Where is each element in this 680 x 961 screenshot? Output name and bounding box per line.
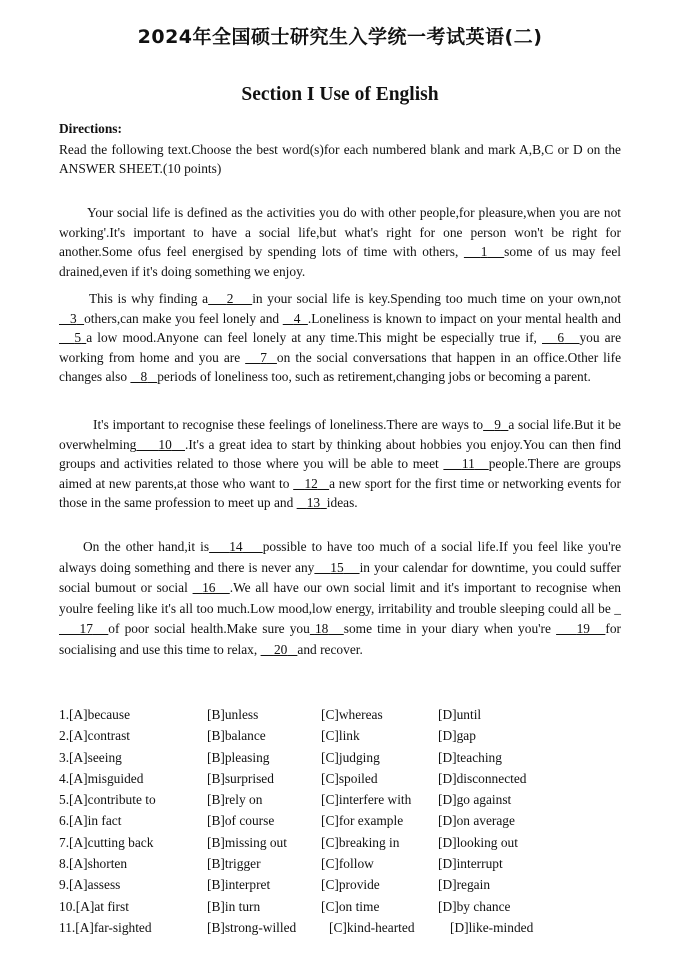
option-choice: [B]interpret: [207, 877, 271, 893]
blank-18: [310, 621, 344, 636]
passage-paragraph-1: [59, 203, 621, 281]
passage-text: .We all have our own social limit and it's important to recognise when youlre feeling like it's all too much.Low mood,low energy, irritability and trouble sleeping could all be _: [59, 580, 621, 616]
option-row-7: [59, 835, 659, 856]
option-choice: [B]trigger: [207, 856, 261, 872]
blank-3: [59, 311, 84, 326]
blank-9: [483, 417, 508, 432]
option-choice: [C]provide: [321, 877, 380, 893]
blank-2: [208, 291, 252, 306]
blank-number: 4: [293, 310, 301, 326]
option-choice: [D]regain: [438, 877, 491, 893]
passage-paragraph-2: [59, 289, 621, 387]
option-choice: [C]whereas: [321, 707, 383, 722]
blank-19: [556, 621, 605, 636]
option-choice: [C]judging: [321, 749, 380, 765]
blank-number: 3: [70, 310, 77, 326]
passage-text: some time in your diary when you're: [343, 621, 557, 637]
blank-1: [464, 244, 504, 259]
blank-17: [59, 621, 108, 636]
blank-4: [283, 311, 308, 326]
option-choice: [D]like-minded: [450, 919, 534, 935]
passage-text: in your calendar for downtime, you could suffer social bumout or social: [59, 559, 622, 596]
blank-15: [314, 560, 359, 575]
option-choice: 2.[A]contrast: [59, 728, 131, 744]
passage-text: .It's a great idea to start by thinking about hobbies you enjoy.You can then find groups and activities related to those where you will be able to meet: [59, 436, 621, 472]
option-choice: [C]kind-hearted: [329, 919, 415, 935]
option-choice: [B]missing out: [207, 834, 287, 850]
passage-text: .Loneliness is known to impact on your mental health and: [307, 310, 621, 326]
passage-text: of poor social health.Make sure you: [108, 621, 310, 637]
option-choice: [C]follow: [321, 856, 374, 872]
blank-6: [542, 330, 579, 345]
passage-text: a low mood.Anyone can feel lonely at any time.This might be especially true if,: [86, 330, 543, 346]
option-choice: [B]of course: [207, 813, 275, 829]
option-choice: [D]teaching: [438, 749, 502, 765]
blank-number: 15: [330, 559, 344, 575]
passage-text: It's important to recognise these feelings of loneliness.There are ways to: [93, 417, 484, 432]
blank-7: [245, 350, 277, 365]
blank-number: 9: [494, 417, 501, 432]
option-row-2: [59, 728, 659, 749]
passage-text: on the social conversations that happen in an office.Other life changes also: [59, 349, 622, 385]
passage-text: Your social life is defined as the activities you do with other people,for pleasure,when you are not working'.It's important to have a social life,but what's right for one person won't be right for another.Some ofus feel energised by spending lots of time with others,: [59, 205, 621, 260]
passage-text: people.There are groups aimed at new parents,at those who want to: [59, 456, 622, 491]
blank-number: 14: [229, 539, 243, 554]
blank-number: 1: [480, 244, 488, 260]
option-choice: 5.[A]contribute to: [59, 792, 156, 808]
passage-text: others,can make you feel lonely and: [84, 310, 283, 326]
option-row-1: [59, 707, 659, 728]
blank-number: 11: [461, 456, 475, 472]
blank-number: 18: [314, 621, 329, 637]
option-choice: 6.[A]in fact: [59, 813, 122, 829]
option-choice: [C]spoiled: [321, 770, 378, 786]
blank-14: [209, 539, 263, 554]
blank-number: 6: [557, 330, 565, 346]
option-choice: [D]looking out: [438, 834, 518, 850]
passage-text: This is why finding a: [89, 291, 209, 306]
option-choice: 11.[A]far-sighted: [59, 919, 152, 935]
passage-text: a new sport for the first time or networking events for those in the same profession to meet up and: [59, 475, 621, 511]
blank-8: [130, 369, 157, 384]
option-choice: [D]interrupt: [438, 856, 503, 872]
passage-text: and recover.: [297, 641, 363, 657]
option-choice: [C]on time: [321, 898, 380, 914]
passage-text: a social life.But it be overwhelming: [59, 417, 621, 452]
blank-12: [293, 476, 329, 491]
option-choice: [C]interfere with: [321, 792, 412, 808]
option-row-9: [59, 877, 659, 898]
option-choice: [D]on average: [438, 813, 515, 829]
option-choice: 9.[A]assess: [59, 877, 121, 893]
passage-text: ideas.: [326, 495, 358, 511]
blank-5: [59, 330, 86, 345]
passage-paragraph-3: [59, 415, 621, 513]
option-choice: 4.[A]misguided: [59, 770, 144, 786]
option-choice: [D]gap: [438, 728, 476, 744]
section-title: Section I Use of English: [241, 84, 439, 105]
passage-text: On the other hand,it is: [83, 539, 210, 554]
blank-20: [261, 642, 298, 657]
passage-text: periods of loneliness too, such as retirement,changing jobs or becoming a parent.: [157, 369, 591, 385]
directions-text: Read the following text.Choose the best word(s)for each numbered blank and mark A,B,C or D on the ANSWER SHEET.(10 points): [59, 142, 621, 176]
option-row-11: [59, 920, 659, 941]
options-list: [59, 707, 659, 941]
option-choice: 1.[A]because: [59, 707, 131, 722]
blank-number: 16: [202, 580, 216, 596]
directions-heading: Directions:: [59, 121, 122, 136]
blank-number: 20: [273, 641, 288, 657]
option-choice: [B]unless: [207, 707, 259, 722]
option-choice: 7.[A]cutting back: [59, 834, 154, 850]
blank-number: 13: [306, 495, 321, 511]
option-choice: 8.[A]shorten: [59, 856, 128, 872]
passage-text: possible to have too much of a social life.If you feel like you're always doing something and there is never any: [59, 539, 622, 575]
blank-number: 12: [304, 475, 318, 491]
option-row-5: [59, 792, 659, 813]
blank-number: 5: [74, 330, 82, 346]
option-row-6: [59, 813, 659, 834]
blank-number: 7: [260, 349, 267, 365]
passage-text: some of us may feel drained,even if it's doing something we enjoy.: [59, 244, 621, 279]
blank-10: [136, 437, 185, 452]
option-choice: [D]disconnected: [438, 770, 527, 786]
option-choice: [B]in turn: [207, 898, 261, 914]
option-choice: [C]link: [321, 728, 360, 744]
option-choice: [D]go against: [438, 792, 512, 808]
passage-text: for socialising and use this time to relax,: [59, 621, 622, 657]
blank-number: 19: [576, 621, 590, 637]
option-choice: [C]for example: [321, 813, 404, 829]
option-choice: [B]strong-willed: [207, 919, 297, 935]
option-choice: [B]pleasing: [207, 749, 270, 765]
option-choice: [D]until: [438, 707, 482, 722]
option-choice: 3.[A]seeing: [59, 749, 122, 765]
option-choice: [B]balance: [207, 728, 266, 744]
exam-title: 2024年全国硕士研究生入学统一考试英语(二): [137, 26, 543, 48]
passage-text: in your social life is key.Spending too much time on your own,not: [252, 291, 622, 306]
blank-13: [297, 495, 327, 510]
blank-number: 2: [226, 291, 234, 306]
passage-text: you are working from home and you are: [59, 330, 622, 365]
blank-number: 10: [158, 436, 172, 452]
option-row-8: [59, 856, 659, 877]
blank-16: [193, 580, 230, 595]
option-choice: [B]surprised: [207, 770, 274, 786]
option-choice: [C]breaking in: [321, 834, 400, 850]
option-row-10: [59, 899, 659, 920]
option-row-3: [59, 750, 659, 771]
blank-number: 17: [79, 621, 93, 637]
option-row-4: [59, 771, 659, 792]
option-choice: [B]rely on: [207, 792, 263, 808]
passage-paragraph-4: [59, 537, 621, 661]
option-choice: [D]by chance: [438, 898, 511, 914]
blank-number: 8: [140, 369, 148, 385]
blank-11: [443, 456, 488, 471]
option-choice: 10.[A]at first: [59, 898, 129, 914]
